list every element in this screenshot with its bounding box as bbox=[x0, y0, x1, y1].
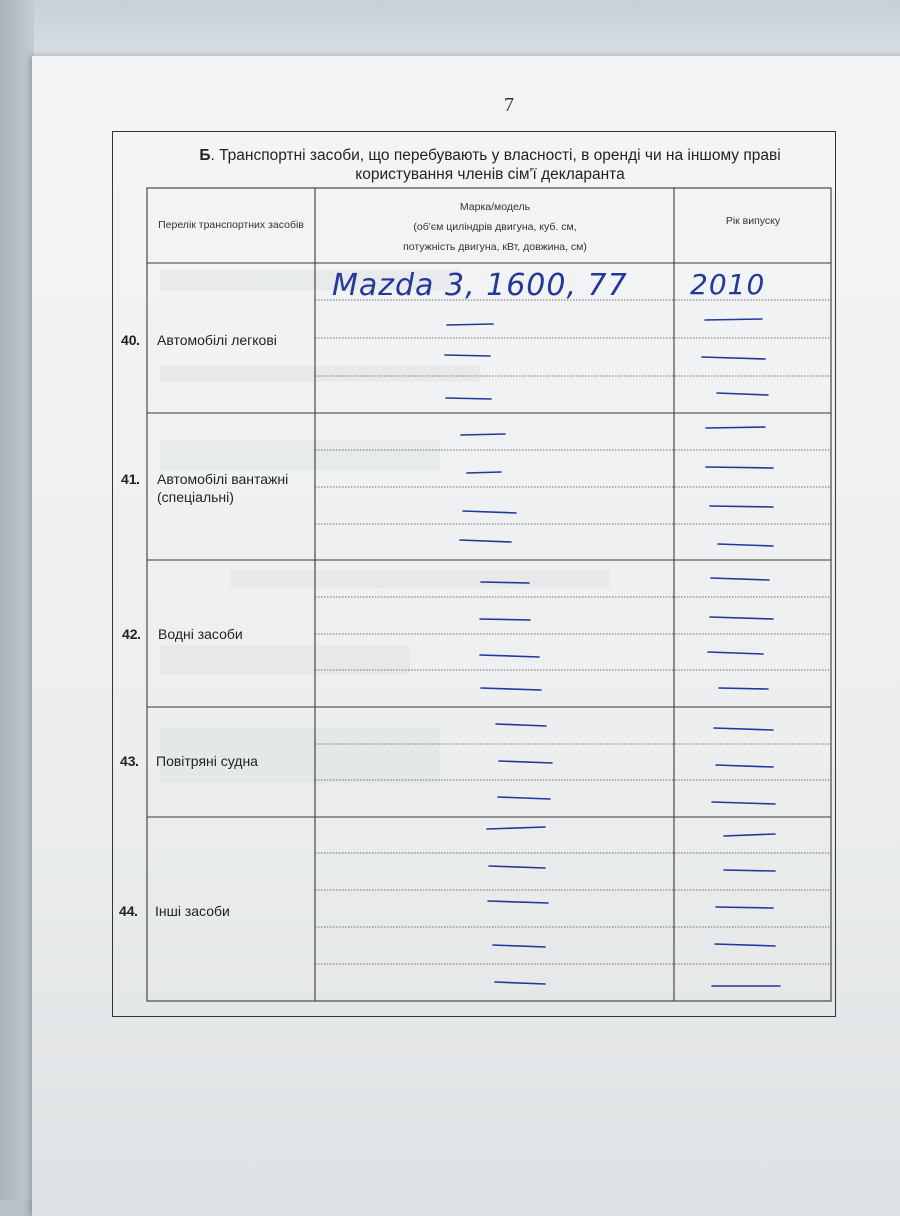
handwritten-dashes bbox=[445, 319, 780, 986]
handwritten-model-entry: Mazda 3, 1600, 77 bbox=[332, 268, 628, 303]
section-passenger-cars: 40 . Автомобілі легкові bbox=[121, 332, 277, 348]
column-header-year: Рік випуску bbox=[725, 215, 781, 227]
section-other-vehicles: 44 . Інші засоби bbox=[119, 903, 230, 919]
section-title-text: . Транспортні засоби, що перебувають у власності, в оренді чи на іншому праві користування членів сім'ї декларанта bbox=[210, 147, 781, 183]
section-label: Автомобілі легкові bbox=[157, 332, 277, 348]
section-aircraft: 43 . Повітряні судна bbox=[120, 753, 258, 769]
section-label: Повітряні судна bbox=[156, 753, 258, 769]
section-label: Водні засоби bbox=[158, 626, 243, 642]
section-number: 41 bbox=[121, 471, 137, 487]
section-number: 43 bbox=[120, 753, 136, 769]
section-number: 42 bbox=[122, 626, 138, 642]
column-header-model bbox=[318, 198, 672, 256]
section-letter: Б bbox=[199, 147, 211, 164]
column-header-model-line: (об'єм циліндрів двигуна, куб. см, bbox=[413, 221, 577, 233]
column-header-list: Перелік транспортних засобів bbox=[158, 219, 304, 231]
page-number: 7 bbox=[504, 94, 514, 116]
section-label: Автомобілі вантажні (спеціальні) bbox=[157, 471, 289, 505]
section-number: 44 bbox=[119, 903, 135, 919]
section-trucks: 41 . Автомобілі вантажні (спеціальні) bbox=[121, 471, 289, 505]
section-water-vehicles: 42 . Водні засоби bbox=[122, 626, 243, 642]
row-lines bbox=[315, 300, 831, 964]
handwritten-year-entry: 2010 bbox=[690, 268, 766, 301]
section-number: 40 bbox=[121, 332, 137, 348]
column-header-model-line: Марка/модель bbox=[459, 201, 531, 213]
section-label: Інші засоби bbox=[155, 903, 230, 919]
column-header-model-line: потужність двигуна, кВт, довжина, см) bbox=[403, 241, 587, 253]
